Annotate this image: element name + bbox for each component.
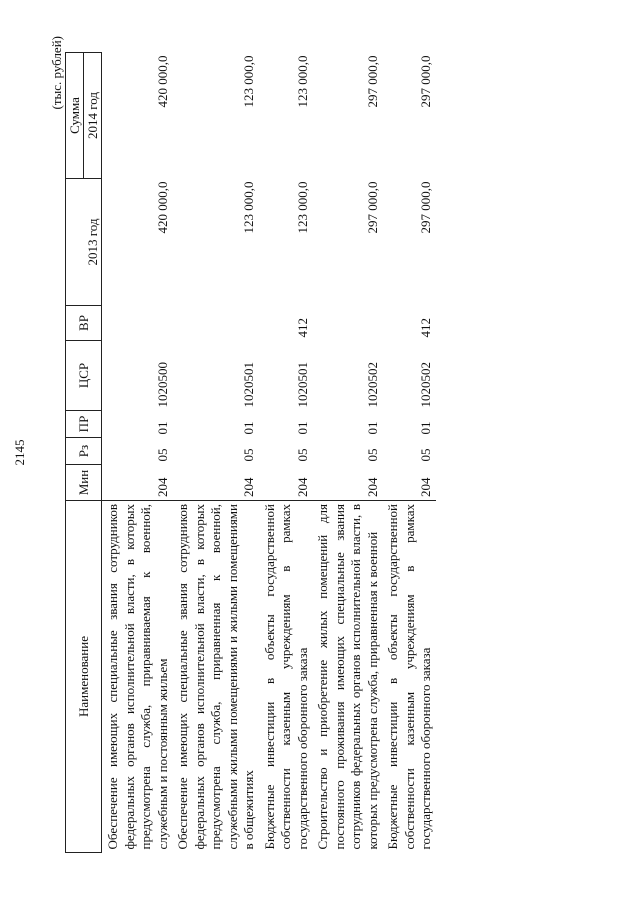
header-min: Мин xyxy=(66,465,102,501)
row-pr: 01 xyxy=(241,421,256,435)
header-csr: ЦСР xyxy=(66,341,102,411)
row-min: 204 xyxy=(312,465,382,501)
row-csr: 1020502 xyxy=(364,362,380,408)
row-rz: 05 xyxy=(364,448,380,462)
row-vr: 412 xyxy=(418,318,433,338)
header-2013: 2013 год xyxy=(84,179,102,306)
header-pr: ПР xyxy=(66,411,102,438)
row-rz: 05 xyxy=(154,448,170,462)
row-pr: 01 xyxy=(294,421,310,435)
row-rz: 05 xyxy=(418,448,433,462)
header-row xyxy=(66,53,84,853)
row-sum-2014: 297 000,0 xyxy=(418,55,433,108)
header-vr: ВР xyxy=(66,306,102,341)
row-name: Бюджетные инвестиции в объекты государственной собственности казенным учреждениям в рамках государственного оборонного заказа xyxy=(385,504,433,850)
row-sum-2014: 123 000,0 xyxy=(294,55,310,108)
row-min: 204 xyxy=(382,465,436,501)
row-csr: 1020501 xyxy=(294,362,310,408)
row-sum-2013: 297 000,0 xyxy=(364,181,380,234)
header-rz: Рз xyxy=(66,438,102,465)
header-sum-spacer xyxy=(66,179,84,306)
units-note: (тыс. рублей) xyxy=(49,36,64,110)
row-vr xyxy=(312,306,382,341)
row-sum-2013: 297 000,0 xyxy=(418,181,433,234)
row-min: 204 xyxy=(172,465,259,501)
row-vr xyxy=(172,306,259,341)
page-number: 2145 xyxy=(12,439,27,466)
row-pr: 01 xyxy=(154,421,170,435)
row-vr xyxy=(102,306,173,341)
table-row xyxy=(172,53,259,853)
row-csr: 1020501 xyxy=(241,362,256,408)
row-name: Обеспечение имеющих специальные звания сотрудников федеральных органов исполнительной власти, в которых предусмотрена служба, приравниваемая к военной, служебным и постоянным жильем xyxy=(105,504,170,850)
row-name: Бюджетные инвестиции в объекты государственной собственности казенным учреждениям в рамках государственного оборонного заказа xyxy=(261,504,310,850)
row-min: 204 xyxy=(102,465,173,501)
row-min: 204 xyxy=(259,465,313,501)
header-sum: Сумма xyxy=(66,53,84,179)
row-sum-2014: 420 000,0 xyxy=(154,55,170,108)
row-sum-2013: 123 000,0 xyxy=(241,181,256,234)
row-rz: 05 xyxy=(294,448,310,462)
row-sum-2014: 123 000,0 xyxy=(241,55,256,108)
row-sum-2013: 123 000,0 xyxy=(294,181,310,234)
row-name: Строительство и приобретение жилых помещений для постоянного проживания имеющих специальные звания сотрудников федеральных органов исполнительной власти, в которых предусмотрена служба, приравненная к военной xyxy=(315,504,380,850)
header-2014: 2014 год xyxy=(84,53,102,179)
row-name: Обеспечение имеющих специальные звания сотрудников федеральных органов исполнительной власти, в которых предусмотрена служба, приравненная к военной, служебными жилыми помещениями и жилыми помещениями в общежитиях xyxy=(175,504,256,850)
row-rz: 05 xyxy=(241,448,256,462)
row-pr: 01 xyxy=(364,421,380,435)
table-row xyxy=(102,53,173,853)
row-csr: 1020502 xyxy=(418,362,433,408)
row-csr: 1020500 xyxy=(154,362,170,408)
row-sum-2014: 297 000,0 xyxy=(364,55,380,108)
row-sum-2013: 420 000,0 xyxy=(154,181,170,234)
row-vr: 412 xyxy=(294,318,310,338)
row-pr: 01 xyxy=(418,421,433,435)
header-name: Наименование xyxy=(66,501,102,853)
table-row xyxy=(312,53,382,853)
table-row xyxy=(259,53,313,853)
budget-table xyxy=(65,52,436,853)
table-row xyxy=(382,53,436,853)
